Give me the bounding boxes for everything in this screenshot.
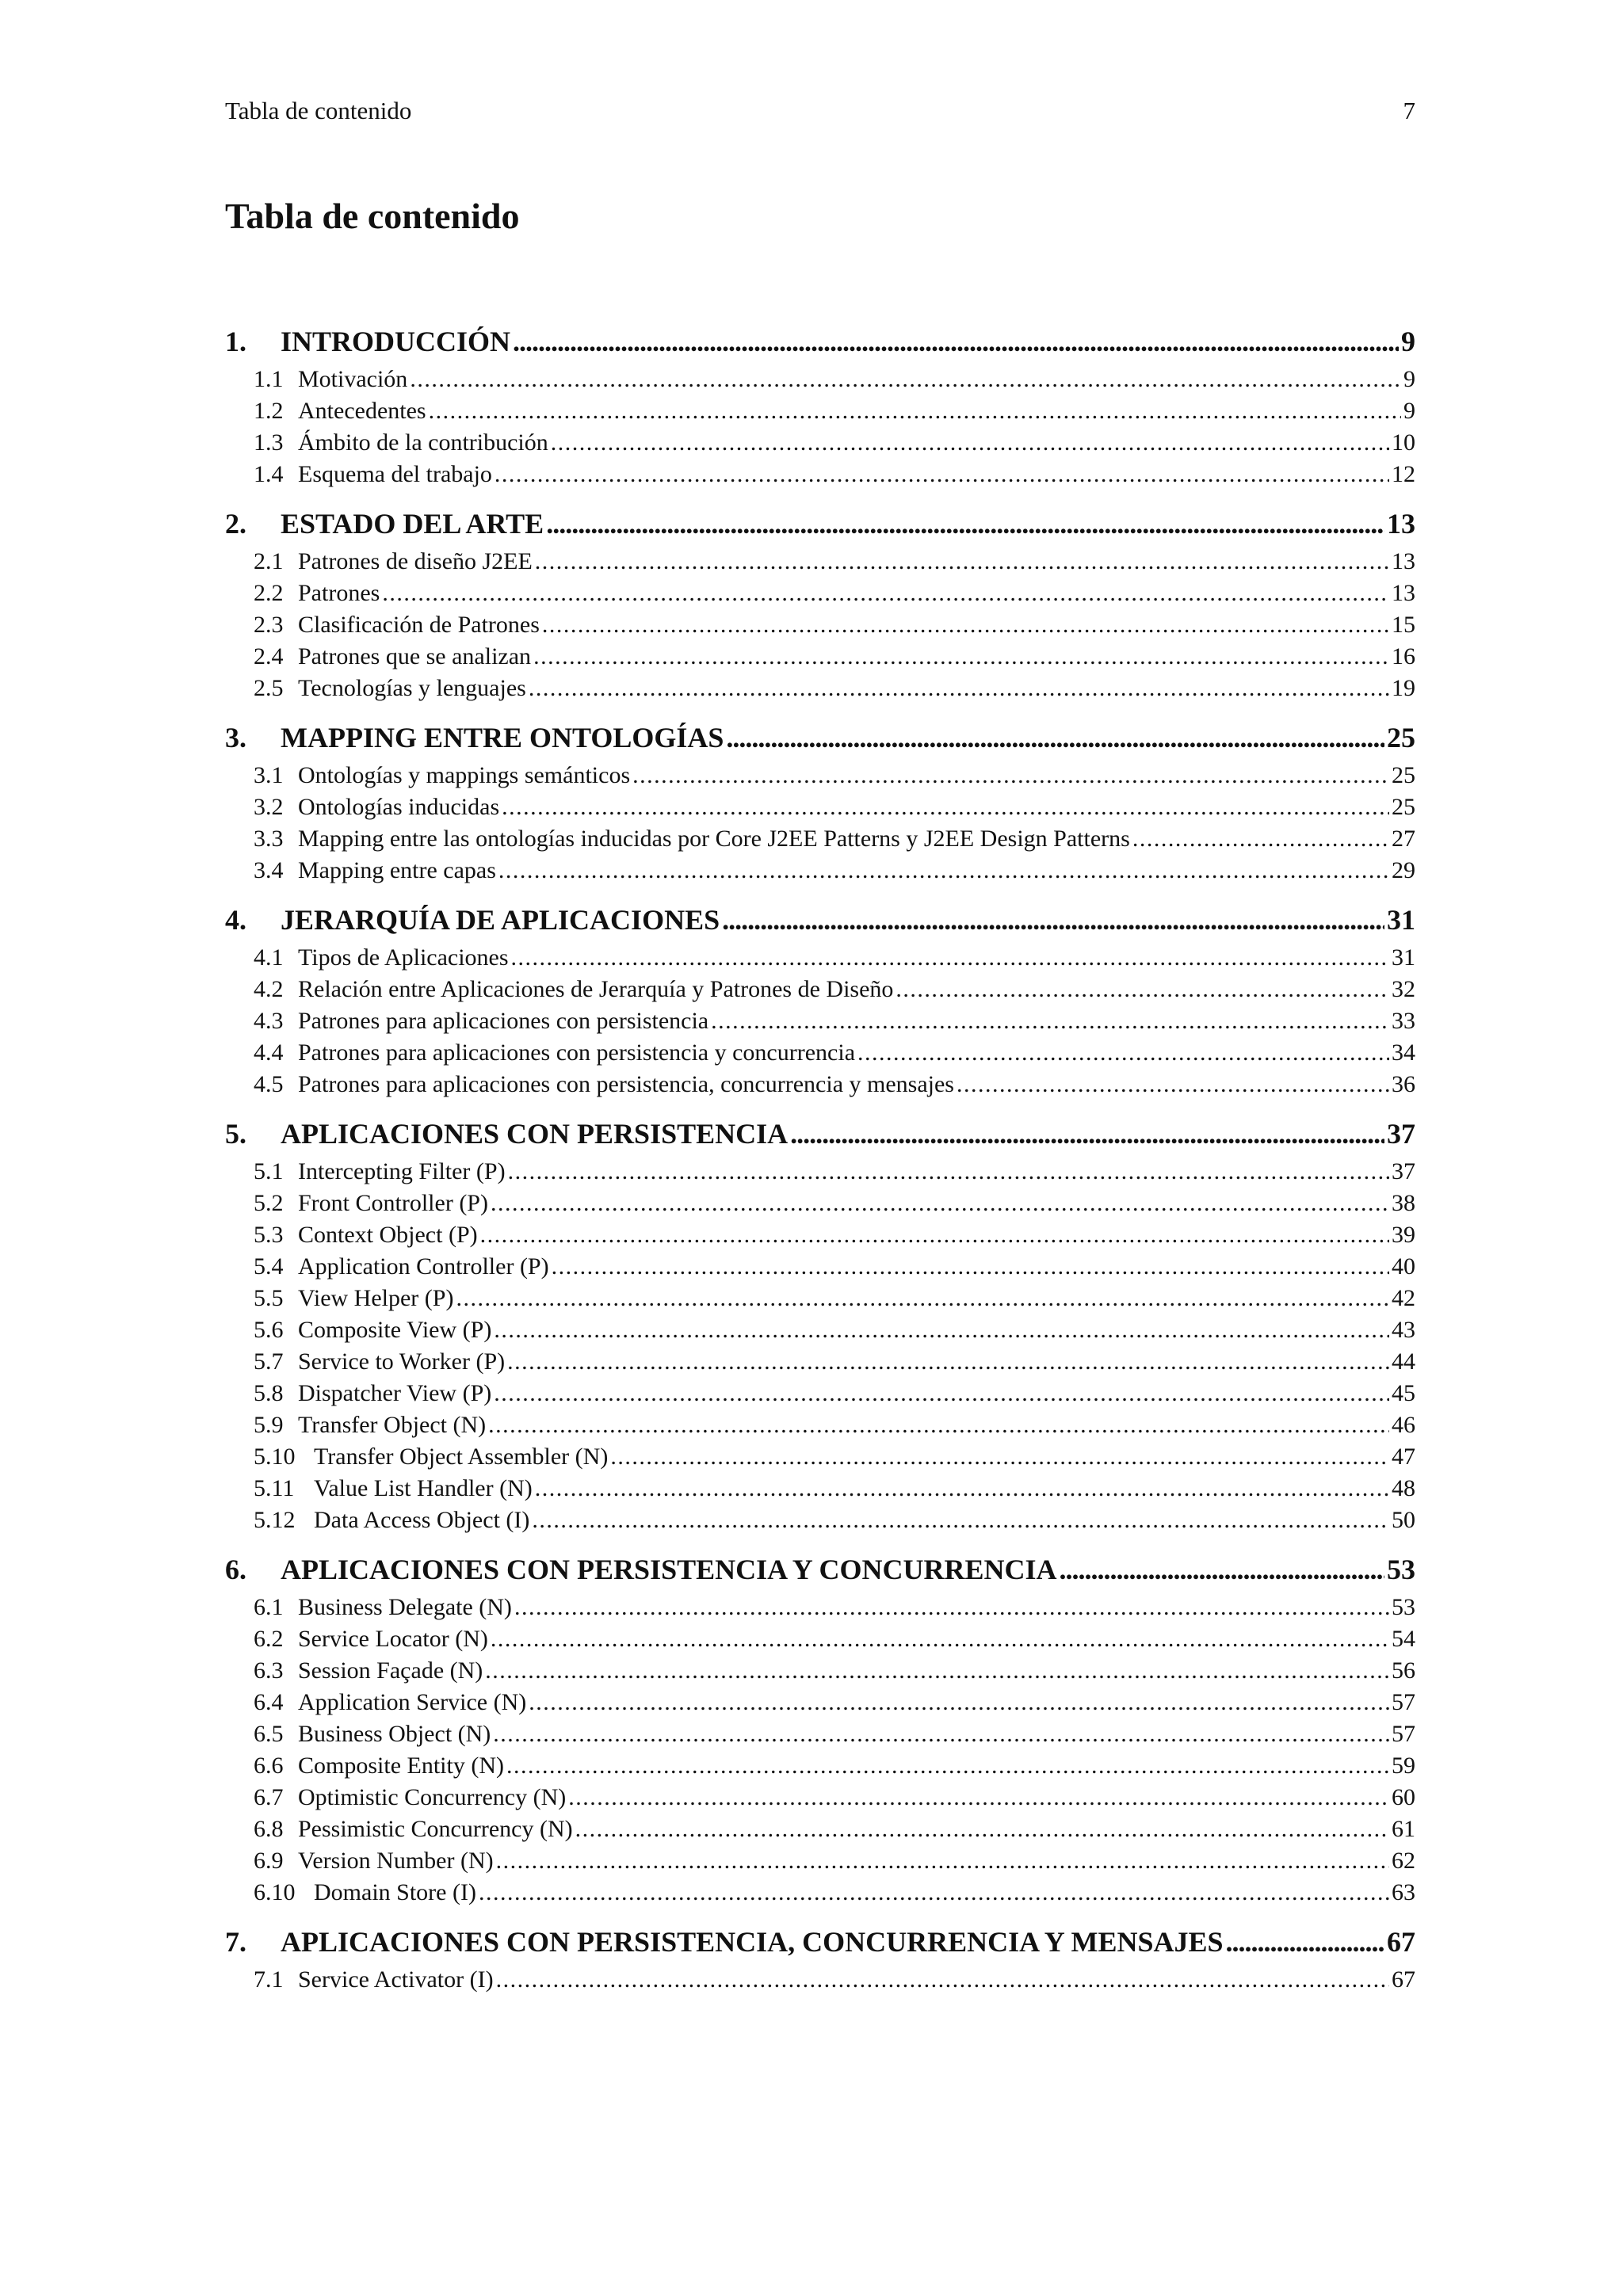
toc-entry-title: Ámbito de la contribución (298, 429, 548, 456)
toc-entry-title: Tipos de Aplicaciones (298, 944, 509, 971)
toc-entry-number: 5.10 (254, 1444, 296, 1470)
toc-section-entry[interactable] (225, 1816, 1415, 1848)
toc-entry-title: ESTADO DEL ARTE (281, 508, 544, 540)
toc-entry-number: 2. (225, 508, 246, 540)
toc-entry-title: Front Controller (P) (298, 1190, 488, 1216)
toc-entry-title: Pessimistic Concurrency (N) (298, 1816, 573, 1842)
toc-entry-title: Version Number (N) (298, 1848, 494, 1874)
toc-dot-leader (1059, 1553, 1384, 1586)
toc-dot-leader (494, 1380, 1389, 1407)
toc-entry-page: 34 (1392, 1039, 1415, 1066)
toc-section-entry[interactable] (225, 1039, 1415, 1071)
toc-entry-title: APLICACIONES CON PERSISTENCIA (281, 1118, 789, 1150)
toc-entry-title: Transfer Object Assembler (N) (314, 1444, 609, 1470)
toc-section-entry[interactable] (225, 429, 1415, 461)
toc-entry-page: 13 (1392, 580, 1415, 606)
toc-chapter-block (225, 1553, 1415, 1911)
toc-section-entry[interactable] (225, 976, 1415, 1008)
toc-entry-number: 6.2 (254, 1626, 284, 1652)
toc-dot-leader (410, 366, 1401, 393)
toc-section-entry[interactable] (225, 643, 1415, 675)
toc-dot-leader (508, 1158, 1389, 1185)
toc-entry-page: 9 (1403, 366, 1415, 392)
toc-entry-title: MAPPING ENTRE ONTOLOGÍAS (281, 722, 724, 753)
toc-entry-title: Patrones (298, 580, 380, 606)
toc-section-entry[interactable] (225, 1190, 1415, 1222)
toc-entry-number: 5.7 (254, 1348, 284, 1375)
toc-entry-title: View Helper (P) (298, 1285, 454, 1311)
toc-entry-page: 10 (1392, 429, 1415, 456)
toc-entry-page: 46 (1392, 1412, 1415, 1438)
toc-section-entry[interactable] (225, 675, 1415, 707)
toc-entry-page: 33 (1392, 1008, 1415, 1034)
toc-entry-page: 13 (1387, 508, 1415, 540)
toc-entry-title: Patrones para aplicaciones con persistencia (298, 1008, 709, 1034)
toc-entry-title: Application Controller (P) (298, 1253, 549, 1280)
toc-chapter-block (225, 1925, 1415, 1998)
running-header (225, 97, 1415, 125)
toc-section-entry[interactable] (225, 1285, 1415, 1317)
toc-section-entry[interactable] (225, 794, 1415, 826)
toc-entry-title: Esquema del trabajo (298, 461, 492, 487)
toc-dot-leader (502, 794, 1389, 821)
toc-section-entry[interactable] (225, 1753, 1415, 1784)
toc-entry-number: 6.5 (254, 1721, 284, 1747)
toc-chapter-entry[interactable] (225, 507, 1415, 548)
toc-entry-number: 5.1 (254, 1158, 284, 1184)
toc-dot-leader (506, 1753, 1389, 1779)
toc-chapter-entry[interactable] (225, 1117, 1415, 1158)
toc-section-entry[interactable] (225, 1444, 1415, 1475)
toc-entry-title: Value List Handler (N) (314, 1475, 533, 1501)
toc-entry-page: 12 (1392, 461, 1415, 487)
toc-entry-page: 16 (1392, 643, 1415, 669)
toc-section-entry[interactable] (225, 1879, 1415, 1911)
toc-entry-number: 6.3 (254, 1657, 284, 1684)
toc-entry-page: 40 (1392, 1253, 1415, 1280)
toc-entry-title: Patrones que se analizan (298, 643, 532, 669)
toc-section-entry[interactable] (225, 1317, 1415, 1348)
toc-section-entry[interactable] (225, 1784, 1415, 1816)
toc-entry-title: Tecnologías y lenguajes (298, 675, 526, 701)
toc-section-entry[interactable] (225, 1222, 1415, 1253)
toc-dot-leader (722, 903, 1384, 936)
toc-entry-number: 6.1 (254, 1594, 284, 1620)
toc-entry-number: 5. (225, 1118, 246, 1150)
toc-dot-leader (552, 1253, 1389, 1280)
toc-entry-page: 48 (1392, 1475, 1415, 1501)
toc-dot-leader (1132, 826, 1389, 852)
toc-entry-page: 43 (1392, 1317, 1415, 1343)
toc-dot-leader (498, 857, 1389, 884)
table-of-contents (225, 325, 1415, 2012)
toc-entry-title: Patrones para aplicaciones con persistencia, concurrencia y mensajes (298, 1071, 954, 1097)
toc-entry-title: Patrones para aplicaciones con persistencia y concurrencia (298, 1039, 856, 1066)
toc-entry-title: Patrones de diseño J2EE (298, 548, 533, 574)
toc-chapter-block (225, 325, 1415, 493)
toc-entry-number: 6. (225, 1554, 246, 1585)
toc-entry-page: 25 (1392, 794, 1415, 820)
toc-entry-page: 62 (1392, 1848, 1415, 1874)
toc-dot-leader (507, 1348, 1389, 1375)
toc-section-entry[interactable] (225, 398, 1415, 429)
toc-section-entry[interactable] (225, 762, 1415, 794)
toc-section-entry[interactable] (225, 857, 1415, 889)
toc-entry-title: Ontologías y mappings semánticos (298, 762, 631, 788)
toc-section-entry[interactable] (225, 548, 1415, 580)
toc-entry-page: 67 (1387, 1926, 1415, 1958)
toc-entry-number: 4.2 (254, 976, 284, 1002)
toc-entry-number: 1.4 (254, 461, 284, 487)
running-header-title: Tabla de contenido (225, 97, 412, 124)
toc-section-entry[interactable] (225, 1507, 1415, 1539)
toc-entry-page: 53 (1387, 1554, 1415, 1585)
toc-entry-number: 2.2 (254, 580, 284, 606)
toc-dot-leader (494, 1317, 1389, 1344)
toc-entry-page: 47 (1392, 1444, 1415, 1470)
toc-section-entry[interactable] (225, 1848, 1415, 1879)
toc-entry-title: Service Activator (I) (298, 1966, 494, 1993)
toc-dot-leader (496, 1848, 1389, 1875)
toc-dot-leader (496, 1966, 1389, 1993)
toc-entry-title: Relación entre Aplicaciones de Jerarquía y Patrones de Diseño (298, 976, 894, 1002)
toc-dot-leader (610, 1444, 1389, 1470)
toc-chapter-entry[interactable] (225, 1925, 1415, 1966)
toc-entry-title: Intercepting Filter (P) (298, 1158, 506, 1184)
toc-entry-number: 3.3 (254, 826, 284, 852)
toc-entry-number: 1.3 (254, 429, 284, 456)
toc-entry-number: 2.3 (254, 612, 284, 638)
toc-section-entry[interactable] (225, 580, 1415, 612)
toc-section-entry[interactable] (225, 366, 1415, 398)
toc-section-entry[interactable] (225, 1071, 1415, 1103)
toc-dot-leader (632, 762, 1389, 789)
toc-entry-number: 5.2 (254, 1190, 284, 1216)
toc-entry-number: 4.5 (254, 1071, 284, 1097)
toc-dot-leader (491, 1190, 1389, 1217)
toc-entry-number: 6.7 (254, 1784, 284, 1810)
toc-entry-number: 4. (225, 904, 246, 936)
toc-entry-page: 13 (1392, 548, 1415, 574)
toc-dot-leader (896, 976, 1389, 1003)
toc-entry-number: 7. (225, 1926, 246, 1958)
toc-entry-title: Data Access Object (I) (314, 1507, 530, 1533)
toc-entry-number: 4.3 (254, 1008, 284, 1034)
toc-section-entry[interactable] (225, 1626, 1415, 1657)
toc-dot-leader (491, 1626, 1389, 1653)
toc-entry-number: 6.9 (254, 1848, 284, 1874)
toc-entry-page: 32 (1392, 976, 1415, 1002)
toc-section-entry[interactable] (225, 461, 1415, 493)
toc-dot-leader (495, 461, 1389, 488)
toc-dot-leader (529, 1689, 1389, 1716)
toc-entry-page: 57 (1392, 1721, 1415, 1747)
toc-dot-leader (382, 580, 1389, 607)
toc-entry-title: Clasificación de Patrones (298, 612, 540, 638)
toc-entry-title: Composite View (P) (298, 1317, 492, 1343)
toc-entry-page: 44 (1392, 1348, 1415, 1375)
toc-section-entry[interactable] (225, 1594, 1415, 1626)
toc-dot-leader (535, 548, 1389, 575)
toc-dot-leader (513, 325, 1399, 358)
toc-section-entry[interactable] (225, 1412, 1415, 1444)
toc-dot-leader (456, 1285, 1389, 1312)
toc-entry-title: APLICACIONES CON PERSISTENCIA, CONCURRENCIA Y MENSAJES (281, 1926, 1224, 1958)
toc-entry-page: 50 (1392, 1507, 1415, 1533)
toc-dot-leader (479, 1879, 1389, 1906)
toc-entry-page: 45 (1392, 1380, 1415, 1406)
toc-dot-leader (542, 612, 1389, 639)
toc-section-entry[interactable] (225, 1158, 1415, 1190)
toc-dot-leader (535, 1475, 1389, 1502)
toc-entry-page: 59 (1392, 1753, 1415, 1779)
toc-section-entry[interactable] (225, 1348, 1415, 1380)
toc-entry-number: 2.4 (254, 643, 284, 669)
toc-section-entry[interactable] (225, 826, 1415, 857)
toc-entry-number: 5.12 (254, 1507, 296, 1533)
toc-dot-leader (551, 429, 1389, 456)
toc-entry-title: Dispatcher View (P) (298, 1380, 492, 1406)
toc-entry-page: 36 (1392, 1071, 1415, 1097)
toc-entry-page: 37 (1387, 1118, 1415, 1150)
toc-entry-page: 9 (1401, 326, 1415, 357)
toc-entry-title: Motivación (298, 366, 408, 392)
toc-entry-number: 3.4 (254, 857, 284, 883)
toc-dot-leader (488, 1412, 1389, 1439)
toc-entry-page: 25 (1387, 722, 1415, 753)
toc-dot-leader (480, 1222, 1389, 1249)
toc-dot-leader (790, 1117, 1384, 1150)
toc-entry-page: 39 (1392, 1222, 1415, 1248)
toc-dot-leader (429, 398, 1401, 425)
toc-entry-number: 2.5 (254, 675, 284, 701)
toc-dot-leader (575, 1816, 1389, 1843)
toc-dot-leader (532, 1507, 1389, 1534)
toc-entry-number: 1.2 (254, 398, 284, 424)
toc-dot-leader (957, 1071, 1389, 1098)
toc-dot-leader (529, 675, 1389, 702)
toc-entry-number: 5.4 (254, 1253, 284, 1280)
toc-entry-title: Optimistic Concurrency (N) (298, 1784, 567, 1810)
toc-dot-leader (546, 507, 1384, 540)
toc-entry-title: Service Locator (N) (298, 1626, 488, 1652)
toc-entry-number: 5.8 (254, 1380, 284, 1406)
toc-dot-leader (711, 1008, 1389, 1035)
toc-entry-title: Session Façade (N) (298, 1657, 483, 1684)
toc-section-entry[interactable] (225, 944, 1415, 976)
toc-section-entry[interactable] (225, 1475, 1415, 1507)
toc-dot-leader (568, 1784, 1389, 1811)
toc-entry-page: 53 (1392, 1594, 1415, 1620)
toc-section-entry[interactable] (225, 612, 1415, 643)
toc-entry-number: 3.1 (254, 762, 284, 788)
toc-entry-title: APLICACIONES CON PERSISTENCIA Y CONCURRENCIA (281, 1554, 1057, 1585)
toc-entry-page: 25 (1392, 762, 1415, 788)
page-number: 7 (1403, 97, 1415, 124)
toc-entry-title: INTRODUCCIÓN (281, 326, 511, 357)
toc-chapter-block (225, 1117, 1415, 1539)
toc-entry-page: 60 (1392, 1784, 1415, 1810)
toc-section-entry[interactable] (225, 1008, 1415, 1039)
toc-entry-number: 5.9 (254, 1412, 284, 1438)
toc-entry-page: 29 (1392, 857, 1415, 883)
toc-entry-title: Transfer Object (N) (298, 1412, 487, 1438)
toc-entry-title: Mapping entre capas (298, 857, 496, 883)
toc-entry-title: Domain Store (I) (314, 1879, 476, 1905)
toc-entry-number: 6.4 (254, 1689, 284, 1715)
toc-entry-title: Application Service (N) (298, 1689, 527, 1715)
toc-entry-number: 5.3 (254, 1222, 284, 1248)
toc-dot-leader (493, 1721, 1389, 1748)
toc-entry-number: 2.1 (254, 548, 284, 574)
toc-entry-page: 38 (1392, 1190, 1415, 1216)
toc-section-entry[interactable] (225, 1689, 1415, 1721)
toc-dot-leader (857, 1039, 1389, 1066)
toc-dot-leader (533, 643, 1389, 670)
toc-dot-leader (726, 721, 1384, 754)
toc-entry-page: 57 (1392, 1689, 1415, 1715)
toc-entry-number: 6.6 (254, 1753, 284, 1779)
toc-chapter-entry[interactable] (225, 1553, 1415, 1594)
toc-dot-leader (485, 1657, 1389, 1684)
toc-entry-title: Service to Worker (P) (298, 1348, 506, 1375)
toc-entry-page: 27 (1392, 826, 1415, 852)
toc-entry-title: Antecedentes (298, 398, 426, 424)
toc-chapter-block (225, 903, 1415, 1103)
toc-entry-page: 61 (1392, 1816, 1415, 1842)
toc-entry-page: 31 (1392, 944, 1415, 971)
toc-entry-number: 6.10 (254, 1879, 296, 1905)
toc-chapter-entry[interactable] (225, 903, 1415, 944)
toc-section-entry[interactable] (225, 1721, 1415, 1753)
toc-entry-page: 19 (1392, 675, 1415, 701)
toc-entry-number: 7.1 (254, 1966, 284, 1993)
toc-entry-title: Business Object (N) (298, 1721, 491, 1747)
page-title: Tabla de contenido (225, 196, 520, 236)
toc-entry-page: 56 (1392, 1657, 1415, 1684)
toc-dot-leader (514, 1594, 1389, 1621)
toc-section-entry[interactable] (225, 1380, 1415, 1412)
toc-entry-number: 1. (225, 326, 246, 357)
toc-entry-number: 5.6 (254, 1317, 284, 1343)
toc-entry-number: 6.8 (254, 1816, 284, 1842)
toc-entry-number: 3. (225, 722, 246, 753)
toc-entry-page: 54 (1392, 1626, 1415, 1652)
toc-section-entry[interactable] (225, 1966, 1415, 1998)
toc-entry-number: 1.1 (254, 366, 284, 392)
toc-chapter-block (225, 721, 1415, 889)
toc-entry-page: 42 (1392, 1285, 1415, 1311)
toc-entry-title: Business Delegate (N) (298, 1594, 512, 1620)
toc-dot-leader (511, 944, 1389, 971)
toc-entry-title: Composite Entity (N) (298, 1753, 504, 1779)
toc-entry-page: 31 (1387, 904, 1415, 936)
toc-section-entry[interactable] (225, 1657, 1415, 1689)
toc-entry-page: 37 (1392, 1158, 1415, 1184)
toc-entry-page: 67 (1392, 1966, 1415, 1993)
toc-entry-number: 4.1 (254, 944, 284, 971)
toc-entry-number: 4.4 (254, 1039, 284, 1066)
toc-entry-page: 9 (1403, 398, 1415, 424)
toc-chapter-entry[interactable] (225, 721, 1415, 762)
toc-entry-title: Mapping entre las ontologías inducidas por Core J2EE Patterns y J2EE Design Patterns (298, 826, 1130, 852)
toc-entry-number: 5.11 (254, 1475, 295, 1501)
toc-entry-number: 3.2 (254, 794, 284, 820)
toc-entry-number: 5.5 (254, 1285, 284, 1311)
toc-entry-title: JERARQUÍA DE APLICACIONES (281, 904, 720, 936)
toc-entry-page: 63 (1392, 1879, 1415, 1905)
toc-chapter-entry[interactable] (225, 325, 1415, 366)
toc-entry-title: Ontologías inducidas (298, 794, 500, 820)
toc-entry-page: 15 (1392, 612, 1415, 638)
toc-dot-leader (1226, 1925, 1384, 1958)
toc-section-entry[interactable] (225, 1253, 1415, 1285)
toc-chapter-block (225, 507, 1415, 707)
toc-entry-title: Context Object (P) (298, 1222, 478, 1248)
